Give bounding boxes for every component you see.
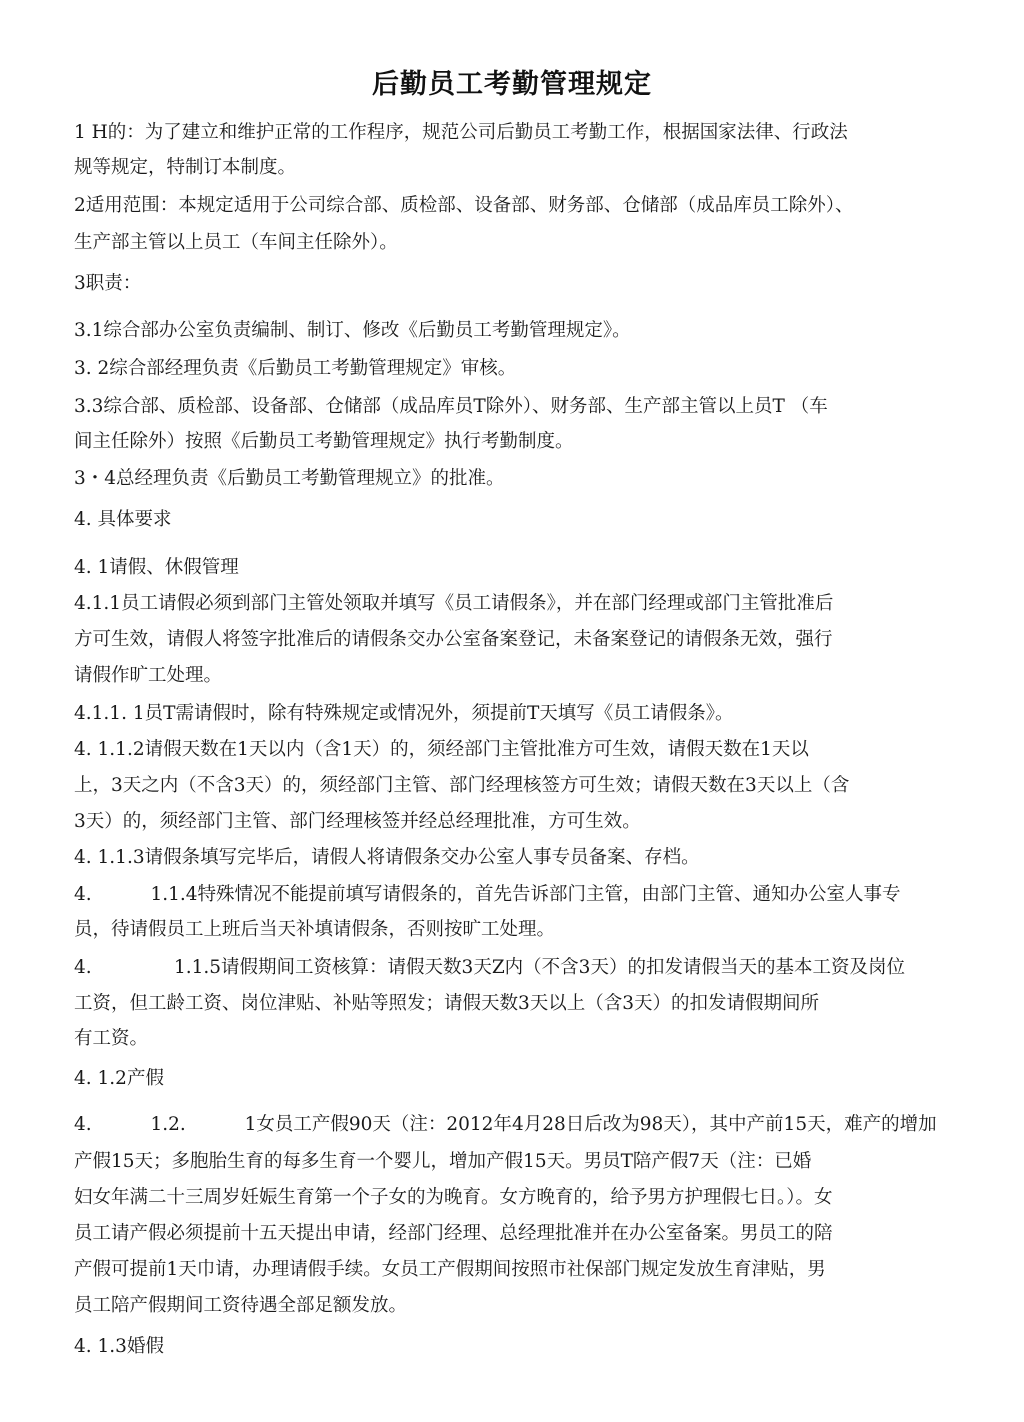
text-line: 间主任除外）按照《后勤员工考勤管理规定》执行考勤制度。 (74, 431, 574, 452)
text-line: 4. 1.2产假 (74, 1068, 164, 1089)
text-line: 请假作旷工处理。 (74, 665, 223, 686)
text-line: 3.1综合部办公室负责编制、制订、修改《后勤员工考勤管理规定》。 (74, 320, 631, 341)
text-line: 4. 1.2. 1女员工产假90天（注：2012年4月28日后改为98天），其中产前15天，难产的增加 (74, 1114, 937, 1135)
text-line: 妇女年满二十三周岁妊娠生育第一个子女的为晚育。女方晚育的，给予男方护理假七日。）。女 (74, 1187, 833, 1208)
text-line: 3天）的，须经部门主管、部门经理核签并经总经理批准，方可生效。 (74, 811, 641, 832)
text-line: 规等规定，特制订本制度。 (74, 157, 297, 178)
text-line: 员工请产假必须提前十五天提出申请，经部门经理、总经理批准并在办公室备案。男员工的陪 (74, 1223, 833, 1244)
text-line: 4. 1请假、休假管理 (74, 557, 239, 578)
text-line: 4. 1.3婚假 (74, 1336, 164, 1357)
text-line: 4. 具体要求 (74, 509, 172, 530)
text-line: 4.1.1员工请假必须到部门主管处领取并填写《员工请假条》，并在部门经理或部门主管批准后 (74, 593, 834, 614)
text-line: 4. 1.1.3请假条填写完毕后，请假人将请假条交办公室人事专员备案、存档。 (74, 847, 700, 868)
text-line: 1 H的：为了建立和维护正常的工作程序，规范公司后勤员工考勤工作，根据国家法律、行政法 (74, 122, 848, 143)
text-line: 3职责： (74, 273, 142, 294)
text-line: 4. 1.1.2请假天数在1天以内（含1天）的，须经部门主管批准方可生效，请假天数在1天以 (74, 739, 809, 760)
text-line: 4.1.1. 1员T需请假时，除有特殊规定或情况外，须提前T天填写《员工请假条》。 (74, 703, 734, 724)
text-line: 产假15天；多胞胎生育的每多生育一个婴儿，增加产假15天。男员T陪产假7天（注：已婚 (74, 1151, 812, 1172)
text-line: 上，3天之内（不含3天）的，须经部门主管、部门经理核签方可生效；请假天数在3天以上（含 (74, 775, 850, 796)
text-line: 产假可提前1天巾请，办理请假手续。女员工产假期间按照市社保部门规定发放生育津贴，男 (74, 1259, 826, 1280)
text-line: 4. 1.1.4特殊情况不能提前填写请假条的，首先告诉部门主管，由部门主管、通知办公室人事专 (74, 884, 901, 905)
text-line: 3.3综合部、质检部、设备部、仓储部（成品库员T除外）、财务部、生产部主管以上员T （车 (74, 396, 828, 417)
text-line: 3・4总经理负责《后勤员工考勤管理规立》的批准。 (74, 468, 505, 489)
text-line: 工资，但工龄工资、岗位津贴、补贴等照发；请假天数3天以上（含3天）的扣发请假期间所 (74, 993, 820, 1014)
text-line: 2适用范围：本规定适用于公司综合部、质检部、设备部、财务部、仓储部（成品库员工除外）、 (74, 195, 854, 216)
text-line: 3. 2综合部经理负责《后勤员工考勤管理规定》审核。 (74, 358, 517, 379)
text-line: 方可生效，请假人将签字批准后的请假条交办公室备案登记，未备案登记的请假条无效，强行 (74, 629, 833, 650)
document-title: 后勤员工考勤管理规定 (372, 69, 652, 100)
text-line: 生产部主管以上员工（车间主任除外）。 (74, 232, 398, 253)
text-line: 4. 1.1.5请假期间工资核算：请假天数3天Z内（不含3天）的扣发请假当天的基本工资及岗位 (74, 957, 905, 978)
text-line: 员工陪产假期间工资待遇全部足额发放。 (74, 1295, 408, 1316)
text-line: 员，待请假员工上班后当天补填请假条，否则按旷工处理。 (74, 919, 556, 940)
text-line: 有工资。 (74, 1028, 149, 1049)
